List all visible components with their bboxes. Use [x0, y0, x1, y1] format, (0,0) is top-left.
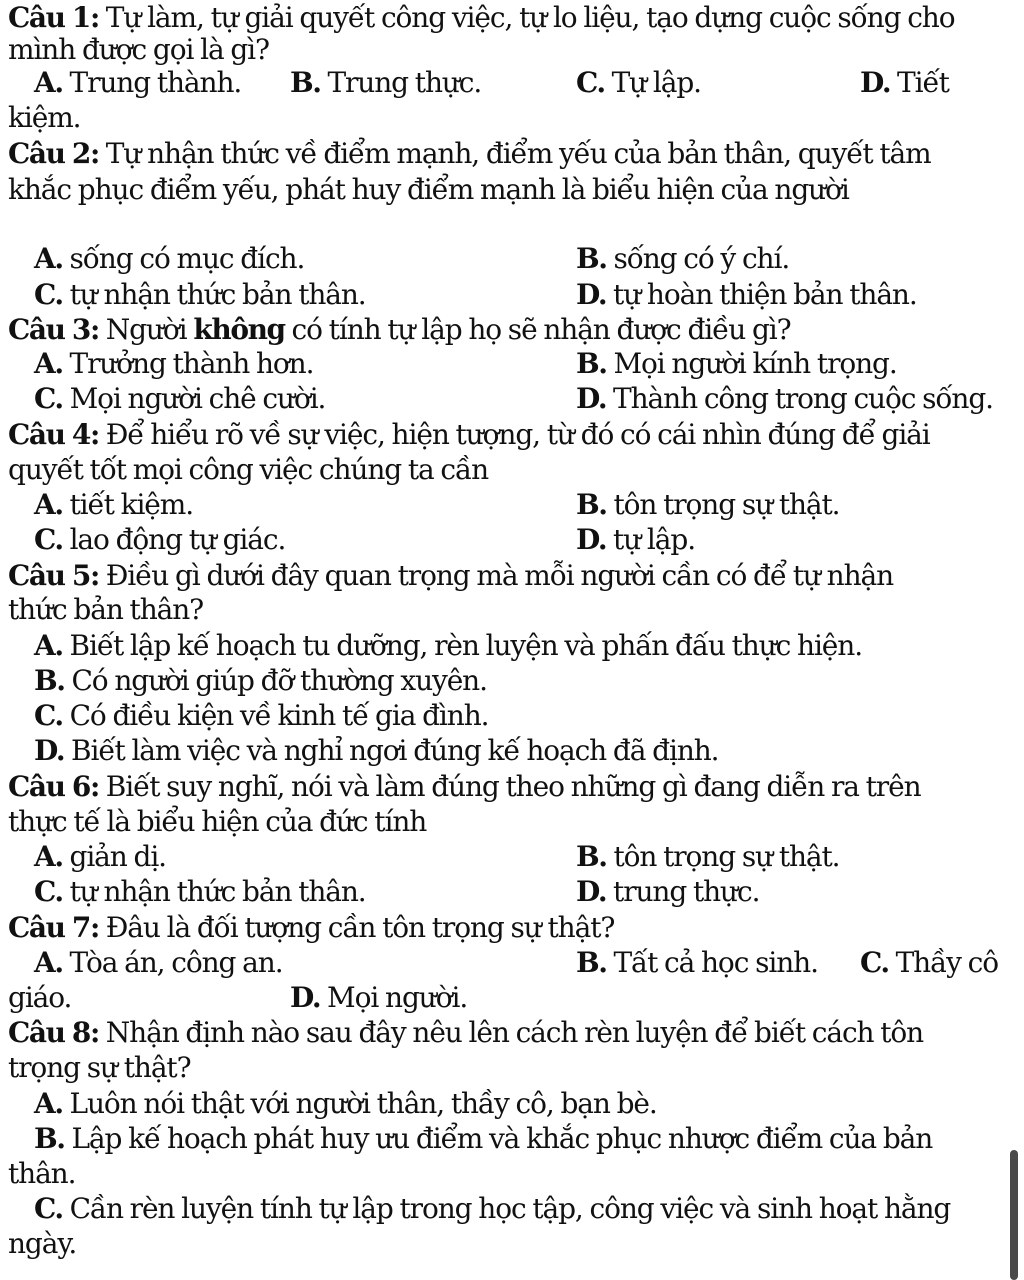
question-6-option-b: B. tôn trọng sự thật.	[576, 840, 840, 873]
question-2-text-2: khắc phục điểm yếu, phát huy điểm mạnh là biểu hiện của người	[8, 173, 849, 206]
question-8-line-2: trọng sự thật?	[8, 1051, 191, 1084]
question-3-option-c: C. Mọi người chê cười.	[34, 382, 326, 415]
question-3-line-1: Câu 3: Người không có tính tự lập họ sẽ nhận được điều gì?	[8, 313, 791, 346]
question-6-option-c: C. tự nhận thức bản thân.	[34, 875, 366, 908]
question-4-option-c: C. lao động tự giác.	[34, 523, 286, 556]
question-2-line-2	[8, 172, 1016, 208]
question-8-option-c-wrap: ngày.	[8, 1227, 77, 1260]
question-4-label: Câu 4:	[8, 418, 99, 451]
question-6-option-d: D. trung thực.	[576, 875, 760, 908]
question-4-line-2: quyết tốt mọi công việc chúng ta cần	[8, 453, 488, 486]
question-2-options-row-1	[8, 241, 1016, 277]
question-1-option-d: D. Tiết	[860, 66, 949, 99]
question-7-option-a: A. Tòa án, công an.	[34, 946, 283, 979]
question-2-option-b: B. sống có ý chí.	[576, 242, 790, 275]
question-5-option-d: D. Biết làm việc và nghỉ ngơi đúng kế hoạch đã định.	[34, 734, 719, 767]
question-4-options-row-2	[8, 522, 1016, 558]
question-1-text: Tự làm, tự giải quyết công việc, tự lo liệu, tạo dựng cuộc sống cho	[105, 1, 955, 34]
question-1-option-a: A. Trung thành.	[34, 66, 242, 99]
question-4-line-1: Câu 4: Để hiểu rõ về sự việc, hiện tượng, từ đó có cái nhìn đúng để giải	[8, 418, 930, 451]
question-1-label: Câu 1:	[8, 1, 99, 34]
question-2-option-a: A. sống có mục đích.	[34, 242, 305, 275]
question-5-option-c: C. Có điều kiện về kinh tế gia đình.	[34, 699, 489, 732]
question-1-option-c: C. Tự lập.	[576, 66, 701, 99]
question-7-options-row-1	[8, 945, 1016, 981]
question-4-option-a: A. tiết kiệm.	[34, 488, 194, 521]
question-4-options-row-1	[8, 487, 1016, 523]
question-7-option-b: B. Tất cả học sinh.	[576, 946, 818, 979]
question-1-options	[8, 65, 1016, 101]
question-8-option-b: B. Lập kế hoạch phát huy ưu điểm và khắc phục nhược điểm của bản	[34, 1122, 933, 1155]
question-7-label: Câu 7:	[8, 911, 99, 944]
question-6-options-row-1	[8, 839, 1016, 875]
question-3-options-row-2	[8, 381, 1016, 417]
question-8-option-b-wrap: thân.	[8, 1157, 76, 1190]
question-5-line-2: thức bản thân?	[8, 593, 204, 626]
question-3-options-row-1	[8, 346, 1016, 382]
question-2-label: Câu 2:	[8, 137, 99, 170]
scrollbar[interactable]	[1010, 1150, 1018, 1280]
question-6-option-a: A. giản dị.	[34, 840, 166, 873]
question-5-line-1: Câu 5: Điều gì dưới đây quan trọng mà mỗi người cần có để tự nhận	[8, 559, 894, 592]
question-2-options-row-2	[8, 277, 1016, 313]
question-6-line-2: thực tế là biểu hiện của đức tính	[8, 805, 427, 838]
question-1-line-1	[8, 0, 1016, 36]
question-8-label: Câu 8:	[8, 1016, 99, 1049]
question-6-label: Câu 6:	[8, 770, 99, 803]
question-6-options-row-2	[8, 874, 1016, 910]
question-2-text: Tự nhận thức về điểm mạnh, điểm yếu của bản thân, quyết tâm	[105, 137, 931, 170]
question-8-option-a: A. Luôn nói thật với người thân, thầy cô, bạn bè.	[34, 1087, 657, 1120]
question-1-wrap: kiệm.	[8, 101, 81, 134]
question-7-option-c-wrap: giáo.	[8, 981, 72, 1014]
question-7-options-row-2	[8, 980, 1016, 1016]
question-5-label: Câu 5:	[8, 559, 99, 592]
question-1-option-b: B. Trung thực.	[290, 66, 482, 99]
question-3-option-a: A. Trưởng thành hơn.	[34, 347, 314, 380]
question-3-option-b: B. Mọi người kính trọng.	[576, 347, 897, 380]
question-7-option-d: D. Mọi người.	[290, 981, 468, 1014]
question-2-option-c: C. tự nhận thức bản thân.	[34, 278, 366, 311]
question-3-option-d: D. Thành công trong cuộc sống.	[576, 382, 993, 415]
question-4-option-d: D. tự lập.	[576, 523, 696, 556]
question-8-option-c: C. Cần rèn luyện tính tự lập trong học tập, công việc và sinh hoạt hằng	[34, 1192, 951, 1225]
question-7-option-c: C. Thầy cô	[860, 946, 998, 979]
question-1-line-2	[8, 32, 1016, 68]
question-5-option-b: B. Có người giúp đỡ thường xuyên.	[34, 664, 487, 697]
question-1-text-2: mình được gọi là gì?	[8, 33, 269, 66]
question-8-line-1: Câu 8: Nhận định nào sau đây nêu lên cách rèn luyện để biết cách tôn	[8, 1016, 924, 1049]
question-3-emphasis: không	[193, 313, 285, 346]
question-2-line-1	[8, 136, 1016, 172]
question-7-line-1: Câu 7: Đâu là đối tượng cần tôn trọng sự thật?	[8, 911, 615, 944]
question-6-line-1: Câu 6: Biết suy nghĩ, nói và làm đúng theo những gì đang diễn ra trên	[8, 770, 921, 803]
question-4-option-b: B. tôn trọng sự thật.	[576, 488, 840, 521]
question-5-option-a: A. Biết lập kế hoạch tu dưỡng, rèn luyện và phấn đấu thực hiện.	[34, 629, 863, 662]
question-2-option-d: D. tự hoàn thiện bản thân.	[576, 278, 917, 311]
question-3-label: Câu 3:	[8, 313, 99, 346]
